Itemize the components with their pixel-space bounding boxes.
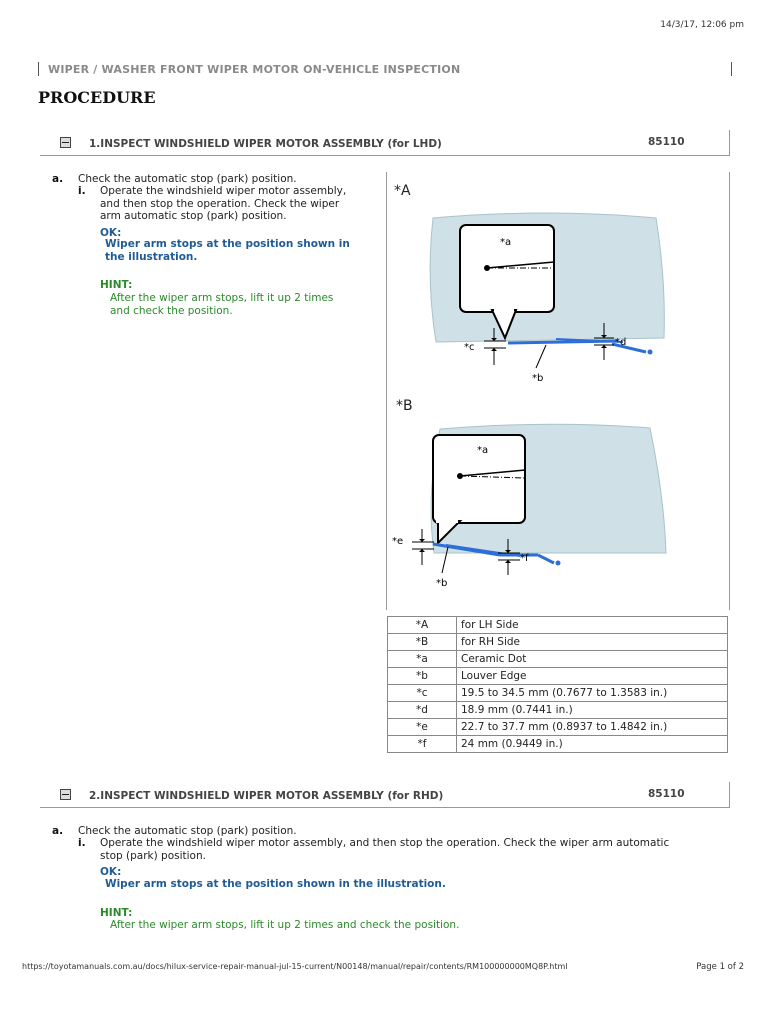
table-row xyxy=(388,736,728,753)
section-2-header xyxy=(40,782,730,808)
legend-key: *B xyxy=(388,634,457,651)
section-divider xyxy=(40,807,730,808)
step-i-line: Operate the windshield wiper motor assembly, and then stop the operation. Check the wiper arm automatic xyxy=(100,837,670,849)
step-i-line: Operate the windshield wiper motor assembly, xyxy=(100,185,347,197)
callout-b: *b xyxy=(436,578,448,589)
figure-border-right xyxy=(729,172,730,610)
step-i-label: i. xyxy=(78,837,86,849)
step-i-line: arm automatic stop (park) position. xyxy=(100,210,287,222)
ok-text xyxy=(105,238,350,263)
step-i-line: stop (park) position. xyxy=(100,849,206,862)
table-row xyxy=(388,702,728,719)
legend-key: *A xyxy=(388,617,457,634)
legend-key: *e xyxy=(388,719,457,736)
figure-b-label: *B xyxy=(396,398,413,414)
legend-key: *d xyxy=(388,702,457,719)
step-a-text: Check the automatic stop (park) position. xyxy=(78,825,297,837)
table-row xyxy=(388,685,728,702)
step-a-label: a. xyxy=(52,825,64,837)
legend-value: 22.7 to 37.7 mm (0.8937 to 1.4842 in.) xyxy=(457,719,728,736)
legend-key: *c xyxy=(388,685,457,702)
step-i-text xyxy=(100,837,730,862)
ok-line: the illustration. xyxy=(105,250,198,263)
ok-label: OK: xyxy=(100,866,122,878)
legend-key: *b xyxy=(388,668,457,685)
ok-line: Wiper arm stops at the position shown in xyxy=(105,238,350,250)
legend-key: *a xyxy=(388,651,457,668)
table-row xyxy=(388,617,728,634)
section-divider-vertical xyxy=(729,782,730,808)
table-row xyxy=(388,719,728,736)
step-i-text xyxy=(100,185,346,223)
legend-value: 19.5 to 34.5 mm (0.7677 to 1.3583 in.) xyxy=(457,685,728,702)
figure-b-illustration xyxy=(388,415,728,605)
legend-table xyxy=(387,616,728,753)
legend-value: 24 mm (0.9449 in.) xyxy=(457,736,728,753)
legend-key: *f xyxy=(388,736,457,753)
callout-a: *a xyxy=(477,445,489,456)
page-number: Page 1 of 2 xyxy=(696,962,744,972)
figure-a-illustration xyxy=(388,200,728,395)
section-2-title[interactable]: 2.INSPECT WINDSHIELD WIPER MOTOR ASSEMBLY (for RHD) xyxy=(89,790,444,802)
hint-line: and check the position. xyxy=(110,305,233,317)
section-1-header xyxy=(40,130,730,156)
hint-label: HINT: xyxy=(100,279,133,291)
section-1-title[interactable]: 1.INSPECT WINDSHIELD WIPER MOTOR ASSEMBLY (for LHD) xyxy=(89,138,442,150)
callout-a: *a xyxy=(500,237,512,248)
collapse-icon[interactable] xyxy=(60,789,71,800)
legend-value: for RH Side xyxy=(457,634,728,651)
step-i-line: and then stop the operation. Check the wiper xyxy=(100,197,340,210)
breadcrumb-divider-right xyxy=(731,62,732,76)
table-row xyxy=(388,634,728,651)
step-a-text: Check the automatic stop (park) position. xyxy=(78,173,297,185)
print-timestamp: 14/3/17, 12:06 pm xyxy=(660,20,744,30)
page-title: PROCEDURE xyxy=(38,88,156,107)
collapse-icon[interactable] xyxy=(60,137,71,148)
legend-value: Louver Edge xyxy=(457,668,728,685)
figure-a-label: *A xyxy=(394,183,411,199)
breadcrumb-divider-left xyxy=(38,62,39,76)
section-divider-vertical xyxy=(729,130,730,156)
hint-label: HINT: xyxy=(100,907,133,919)
hint-text xyxy=(110,292,333,318)
legend-value: Ceramic Dot xyxy=(457,651,728,668)
callout-d: *d xyxy=(615,337,627,348)
hint-line: After the wiper arm stops, lift it up 2 times xyxy=(110,292,334,304)
table-row xyxy=(388,651,728,668)
callout-c: *c xyxy=(464,342,475,353)
callout-e: *e xyxy=(392,536,404,547)
hint-text: After the wiper arm stops, lift it up 2 times and check the position. xyxy=(110,919,460,931)
section-2-code: 85110 xyxy=(648,788,685,800)
footer-url[interactable]: https://toyotamanuals.com.au/docs/hilux-service-repair-manual-jul-15-current/N00148/manual/repair/contents/RM100000000MQ8P.html xyxy=(22,962,568,971)
callout-f: *f xyxy=(520,553,529,564)
figure-border-left xyxy=(386,172,387,610)
step-i-label: i. xyxy=(78,185,86,197)
callout-b: *b xyxy=(532,373,544,384)
step-a-label: a. xyxy=(52,173,64,185)
ok-text: Wiper arm stops at the position shown in the illustration. xyxy=(105,878,446,890)
legend-value: 18.9 mm (0.7441 in.) xyxy=(457,702,728,719)
section-divider xyxy=(40,155,730,156)
legend-value: for LH Side xyxy=(457,617,728,634)
ok-label: OK: xyxy=(100,227,122,239)
table-row xyxy=(388,668,728,685)
breadcrumb[interactable]: WIPER / WASHER FRONT WIPER MOTOR ON-VEHICLE INSPECTION xyxy=(48,63,461,76)
section-1-code: 85110 xyxy=(648,136,685,148)
